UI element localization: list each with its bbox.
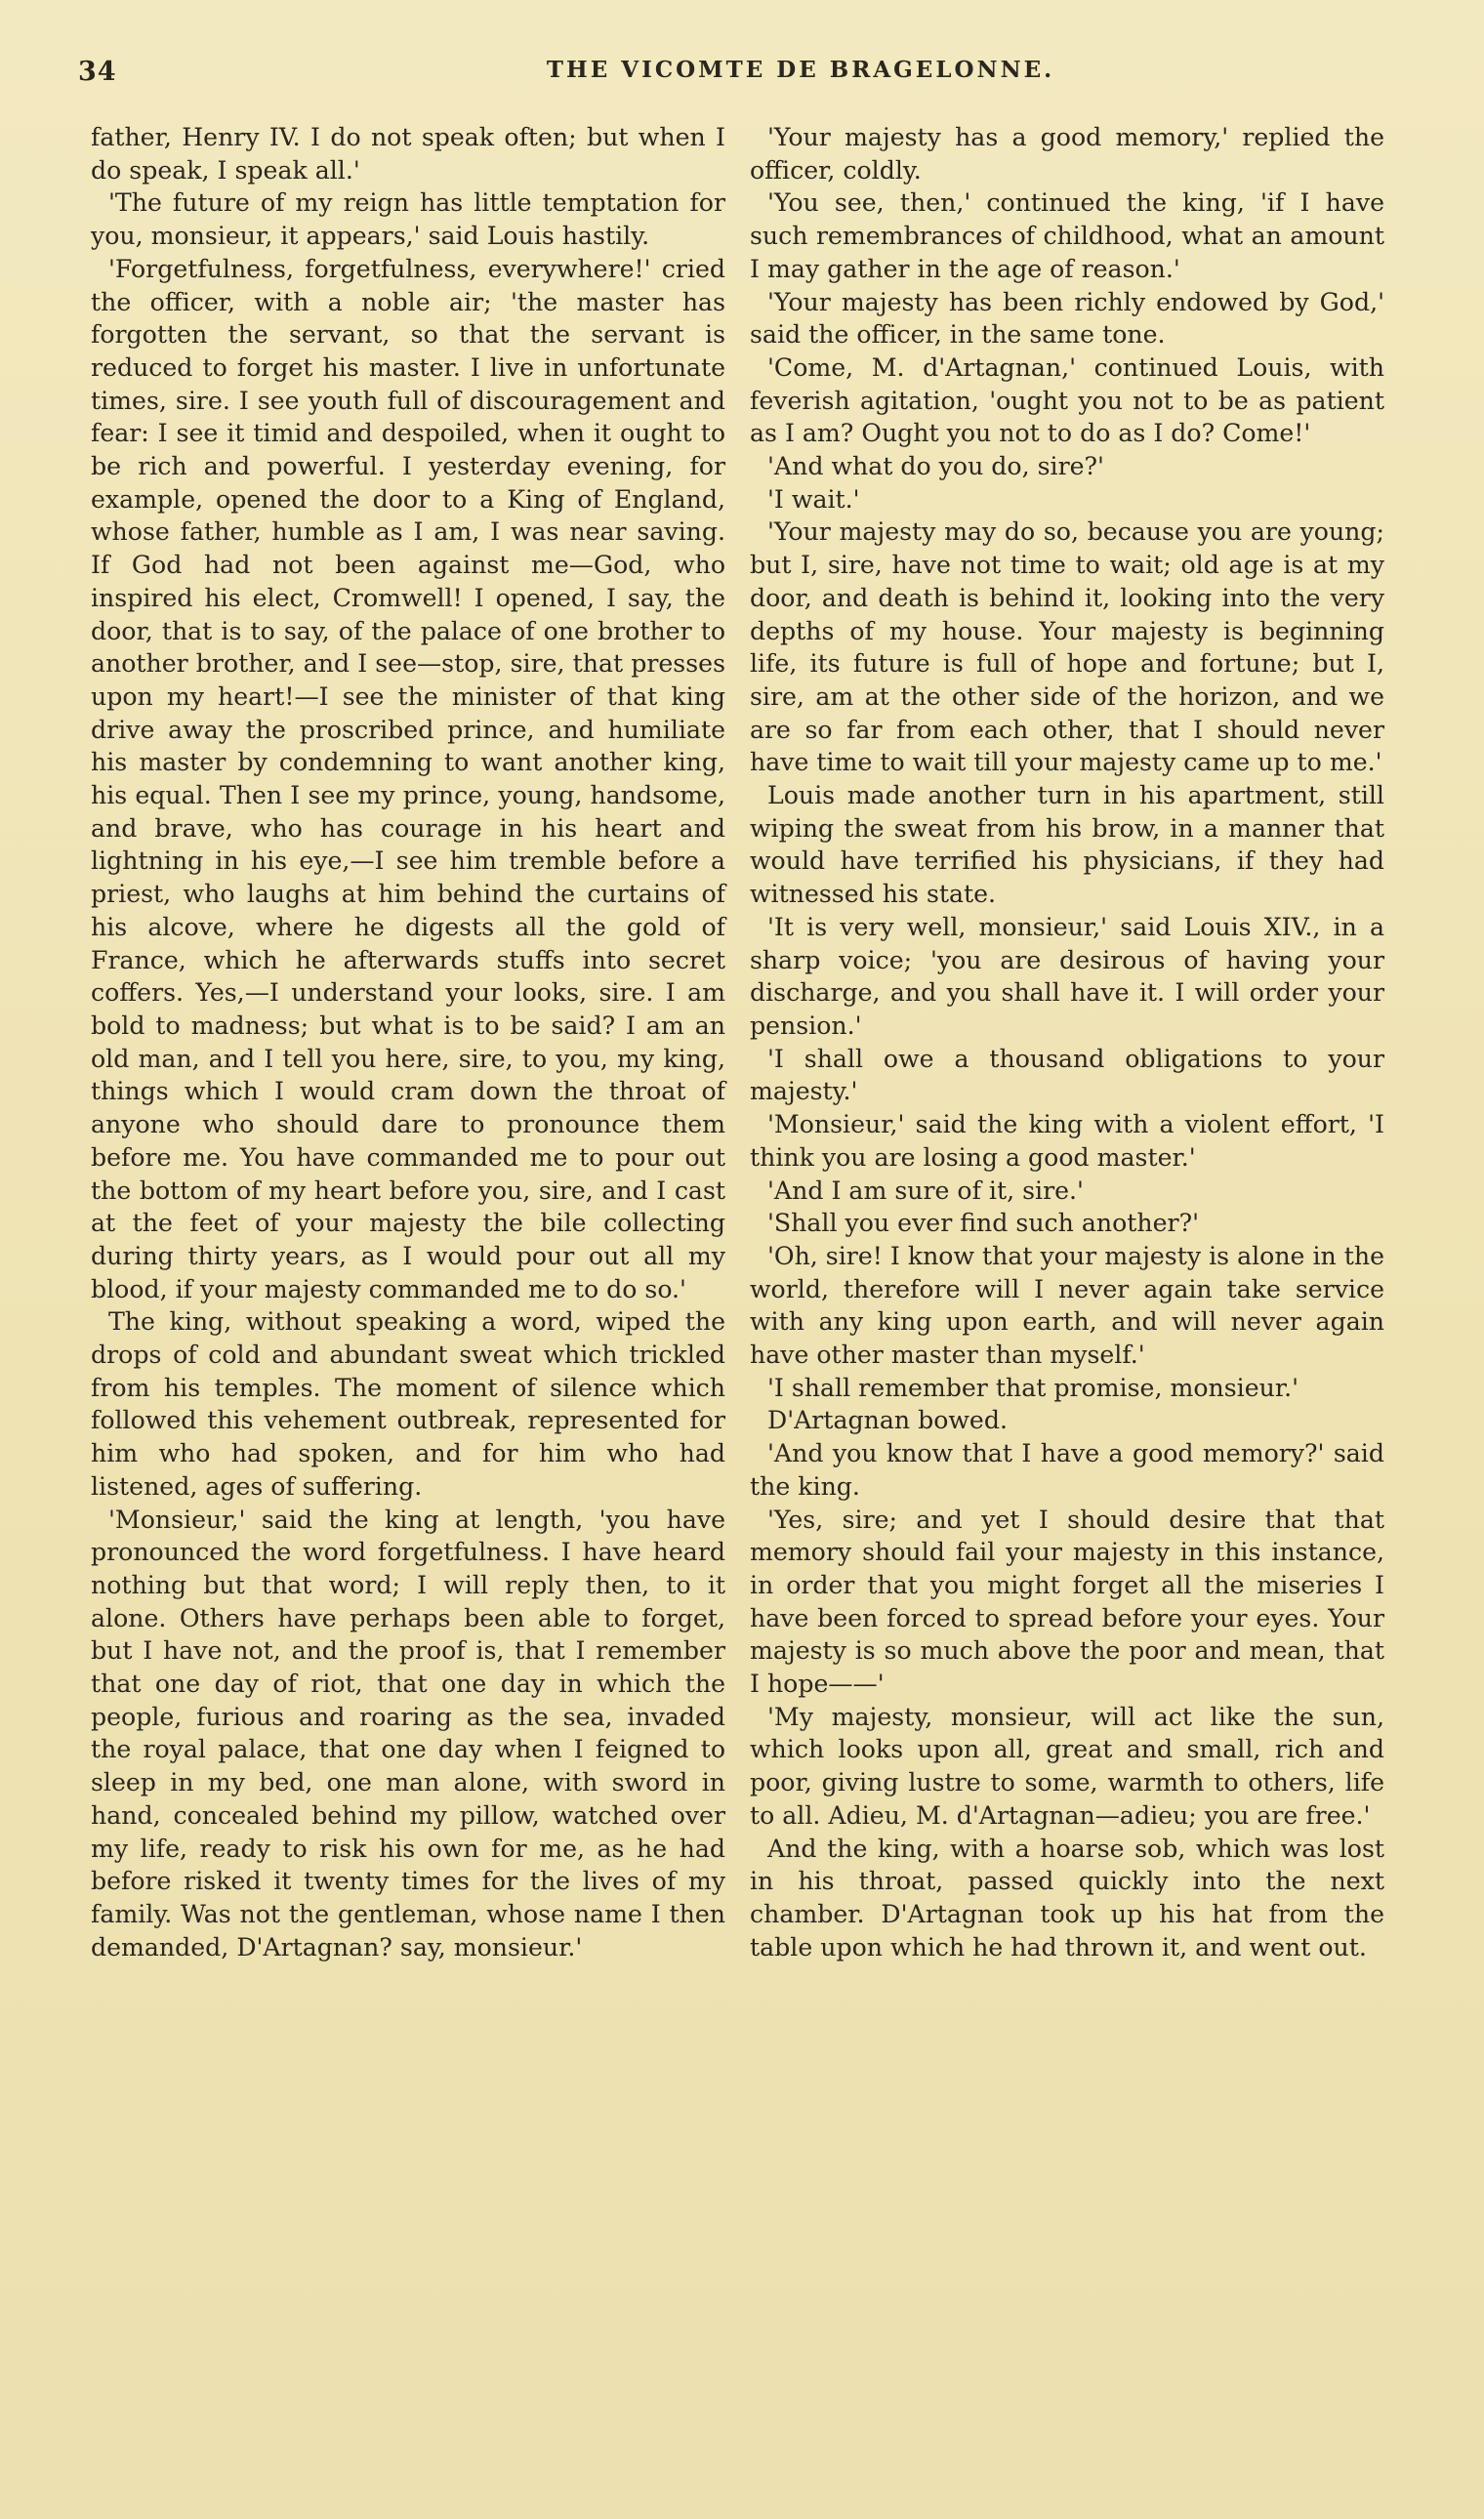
paragraph: 'I wait.' [767, 484, 860, 514]
paragraph: 'It is very well, monsieur,' said Louis XIV., in a sharp voice; 'you are desirous of having your discharge, and you shall have it. I will order your pension.' [750, 912, 1384, 1040]
paragraph: 'Your majesty has been richly endowed by God,' said the officer, in the same tone. [750, 287, 1384, 350]
paragraph: 'My majesty, monsieur, will act like the sun, which looks upon all, great and small, rich and poor, giving lustre to some, warmth to others, life to all. Adieu, M. d'Artagnan—adieu; you are free.' [750, 1702, 1384, 1830]
paragraph: The king, without speaking a word, wiped the drops of cold and abundant sweat which trickled from his temples. The moment of silence which followed this vehement outbreak, represented for him who had spoken, and for him who had listened, ages of suffering. [91, 1307, 725, 1501]
paragraph: 'Forgetfulness, forgetfulness, everywhere!' cried the officer, with a noble air; 'the master has forgotten the servant, so that the servant is reduced to forget his master. I live in unfortunate times, sire. I see youth full of discouragement and fear: I see it timid and despoiled, when it ought to be rich and powerful. I yesterday evening, for example, opened the door to a King of England, whose father, humble as I am, I was near saving. If God had not been against me—God, who inspired his elect, Cromwell! I opened, I say, the door, that is to say, of the palace of one brother to another brother, and I see—stop, sire, that presses upon my heart!—I see the minister of that king drive away the proscribed prince, and humiliate his master by condemning to want another king, his equal. Then I see my prince, young, handsome, and brave, who has courage in his heart and lightning in his eye,—I see him tremble before a priest, who laughs at him behind the curtains of his alcove, where he digests all the gold of France, which he afterwards stuffs into secret coffers. Yes,—I understand your looks, sire. I am bold to madness; but what is to be said? I am an old man, and I tell you here, sire, to you, my king, things which I would cram down the throat of anyone who should dare to pronounce them before me. You have commanded me to pour out the bottom of my heart before you, sire, and I cast at the feet of your majesty the bile collecting during thirty years, as I would pour out all my blood, if your majesty commanded me to do so.' [91, 254, 725, 1303]
paragraph: 'I shall owe a thousand obligations to your majesty.' [750, 1044, 1384, 1106]
paragraph: 'And I am sure of it, sire.' [767, 1176, 1084, 1205]
page-header [78, 57, 1406, 96]
paragraph: Louis made another turn in his apartment, still wiping the sweat from his brow, in a manner that would have terrified his physicians, if they had witnessed his state. [750, 781, 1384, 909]
paragraph: 'Come, M. d'Artagnan,' continued Louis, with feverish agitation, 'ought you not to be as patient as I am? Ought you not to do as I do? Come!' [750, 352, 1384, 448]
paragraph: 'I shall remember that promise, monsieur.' [767, 1373, 1299, 1402]
paragraph: 'Yes, sire; and yet I should desire that that memory should fail your majesty in this instance, in order that you might forget all the miseries I have been forced to spread before your eyes. Your majesty is so much above the poor and mean, that I hope——' [750, 1505, 1384, 1699]
paragraph: 'Monsieur,' said the king with a violent effort, 'I think you are losing a good master.' [750, 1110, 1384, 1172]
paragraph: 'Monsieur,' said the king at length, 'you have pronounced the word forgetfulness. I have heard nothing but that word; I will reply then, to it alone. Others have perhaps been able to forget, but I have not, and the proof is, that I remember that one day of riot, that one day in which the people, furious and roaring as the sea, invaded the royal palace, that one day when I feigned to sleep in my bed, one man alone, with sword in hand, concealed behind my pillow, watched over my life, ready to risk his own for me, as he had before risked it twenty times for the lives of my family. Was not the gentleman, whose name I then demanded, D'Artagnan? say, monsieur.' [91, 1505, 725, 1962]
right-column [750, 121, 1384, 1963]
page-number: 34 [78, 57, 117, 87]
left-column [91, 121, 725, 1963]
paragraph: 'The future of my reign has little temptation for you, monsieur, it appears,' said Louis hastily. [91, 188, 725, 251]
paragraph: 'And you know that I have a good memory?' said the king. [750, 1439, 1384, 1501]
paragraph: 'Shall you ever find such another?' [767, 1209, 1199, 1238]
paragraph: And the king, with a hoarse sob, which was lost in his throat, passed quickly into the next chamber. D'Artagnan took up his hat from the table upon which he had thrown it, and went out. [750, 1834, 1384, 1962]
paragraph: 'You see, then,' continued the king, 'if I have such remembrances of childhood, what an amount I may gather in the age of reason.' [750, 188, 1384, 283]
paragraph: 'Your majesty may do so, because you are young; but I, sire, have not time to wait; old age is at my door, and death is behind it, looking into the very depths of my house. Your majesty is beginning life, its future is full of hope and fortune; but I, sire, am at the other side of the horizon, and we are so far from each other, that I should never have time to wait till your majesty came up to me.' [750, 517, 1384, 777]
paragraph: 'Oh, sire! I know that your majesty is alone in the world, therefore will I never again take service with any king upon earth, and will never again have other master than myself.' [750, 1241, 1384, 1370]
paragraph: 'Your majesty has a good memory,' replied the officer, coldly. [750, 123, 1384, 185]
running-title: THE VICOMTE DE BRAGELONNE. [546, 57, 1055, 83]
paragraph: father, Henry IV. I do not speak often; but when I do speak, I speak all.' [91, 123, 725, 185]
paragraph: D'Artagnan bowed. [767, 1406, 1008, 1435]
paragraph: 'And what do you do, sire?' [767, 452, 1104, 481]
